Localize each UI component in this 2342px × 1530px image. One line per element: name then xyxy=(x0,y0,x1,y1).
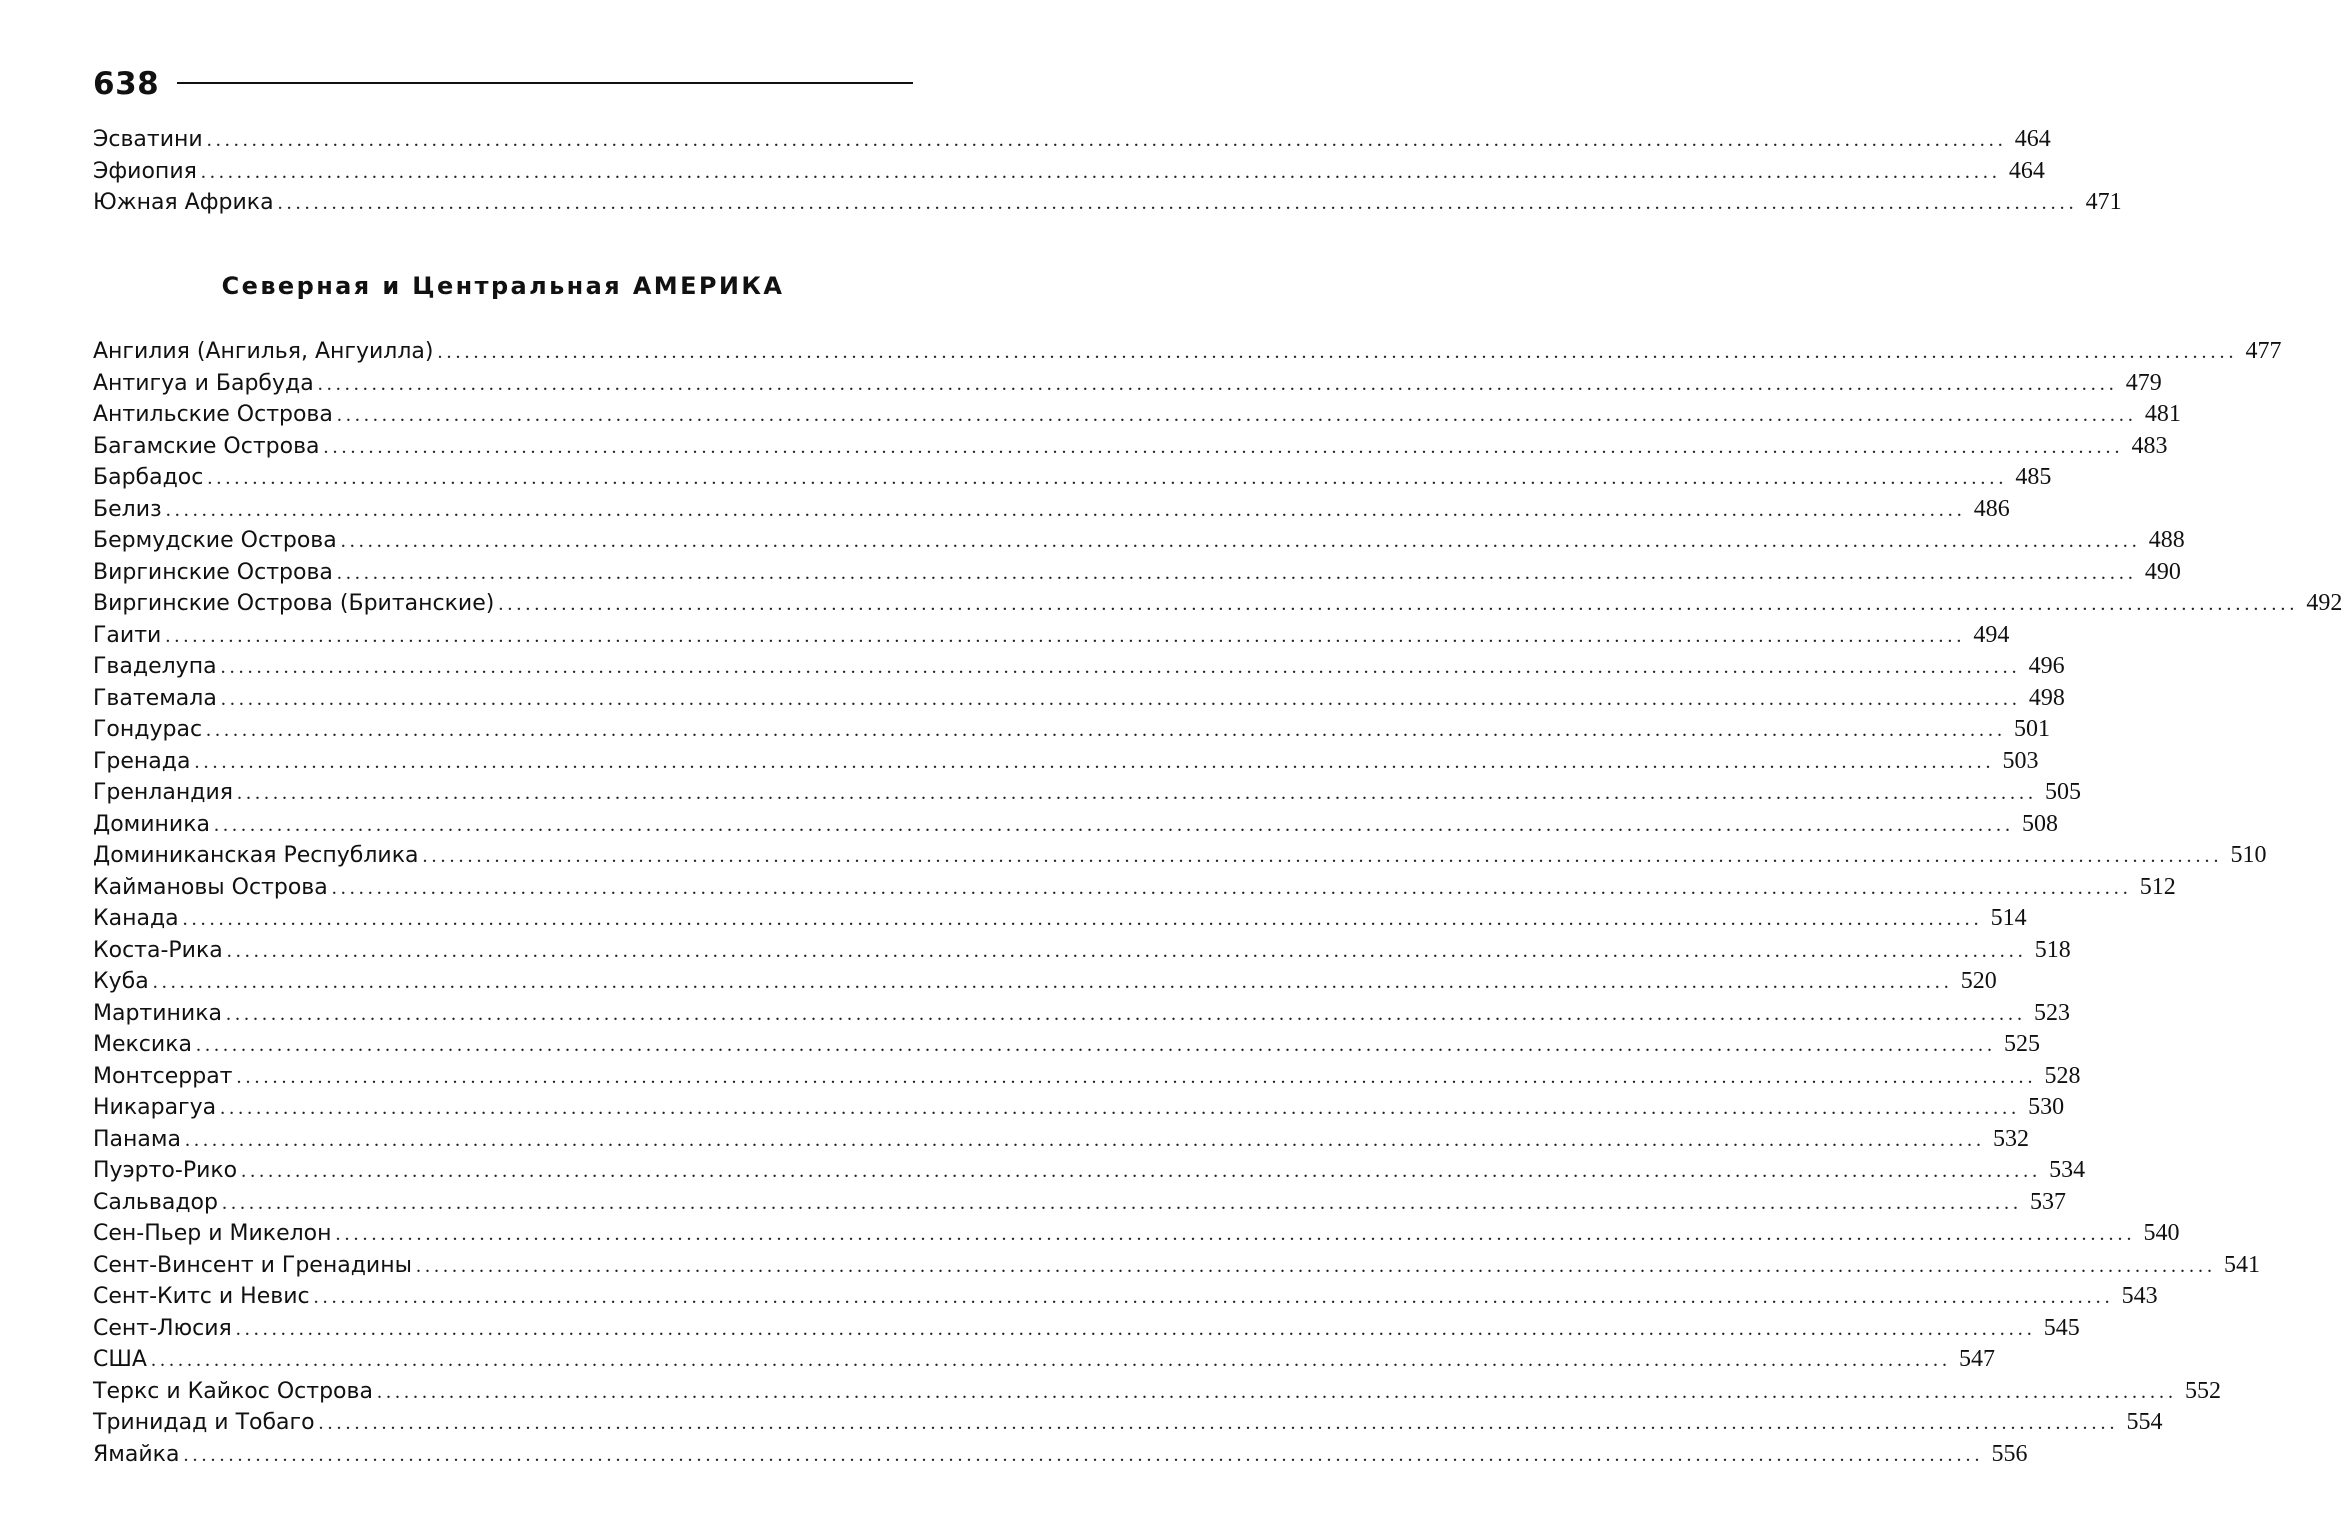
toc-entry-page: 479 xyxy=(2125,369,2162,396)
toc-leader-dots: ........................................................................................................................................................................................................ xyxy=(226,939,2027,962)
toc-leader-dots: ........................................................................................................................................................................................................ xyxy=(336,404,2137,426)
toc-leader-dots: ........................................................................................................................................................................................................ xyxy=(221,1191,2022,1214)
toc-leader-dots: ........................................................................................................................................................................................................ xyxy=(200,160,2001,183)
toc-entry-title: Панама xyxy=(93,1126,181,1152)
toc-entry xyxy=(93,1124,2029,1156)
toc-entry-title: Ямайка xyxy=(93,1441,180,1467)
toc-entry xyxy=(93,1407,2163,1439)
toc-entry-page: 477 xyxy=(2245,338,2282,364)
toc-entry-page: 525 xyxy=(2003,1031,2040,1057)
toc-entry xyxy=(93,588,2342,620)
toc-entry-page: 501 xyxy=(2014,716,2051,742)
toc-leader-dots: ........................................................................................................................................................................................................ xyxy=(150,1349,1951,1371)
toc-entry-title: Мартиника xyxy=(93,1000,222,1026)
toc-entry xyxy=(93,1218,2180,1250)
toc-leader-dots: ........................................................................................................................................................................................................ xyxy=(415,1254,2216,1277)
toc-entry-title: Коста-Рика xyxy=(93,937,223,963)
toc-entry xyxy=(93,525,2185,557)
toc-entry-page: 530 xyxy=(2028,1094,2065,1120)
toc-entry xyxy=(93,431,2168,463)
toc-entry xyxy=(93,368,2162,400)
toc-entry-page: 541 xyxy=(2223,1251,2260,1278)
toc-entry xyxy=(93,714,2051,746)
toc-entry-title: Никарагуа xyxy=(93,1095,217,1120)
toc-entry-title: Гватемала xyxy=(93,685,217,711)
toc-entry-title: Виргинские Острова xyxy=(93,559,333,585)
toc-entry-title: Доминика xyxy=(93,811,210,837)
toc-entry-title: Виргинские Острова (Британские) xyxy=(93,591,495,616)
toc-entry-title: Теркс и Кайкос Острова xyxy=(93,1378,373,1404)
toc-leader-dots: ........................................................................................................................................................................................................ xyxy=(194,750,1995,773)
toc-entry xyxy=(93,966,1997,998)
toc-entry-title: Гренландия xyxy=(93,780,233,805)
toc-entry-title: Мексика xyxy=(93,1032,192,1057)
toc-entry-title: Сент-Китс и Невис xyxy=(93,1284,310,1309)
toc-entry xyxy=(93,399,2181,431)
toc-entry xyxy=(93,620,2010,652)
toc-entry-page: 508 xyxy=(2022,810,2058,837)
toc-leader-dots: ........................................................................................................................................................................................................ xyxy=(277,192,2078,214)
toc-leader-dots: ........................................................................................................................................................................................................ xyxy=(236,782,2037,804)
toc-list-previous-section xyxy=(93,124,2122,219)
toc-leader-dots: ........................................................................................................................................................................................................ xyxy=(207,467,2008,489)
toc-entry xyxy=(93,1187,2066,1219)
toc-leader-dots: ........................................................................................................................................................................................................ xyxy=(220,687,2021,710)
toc-entry xyxy=(93,462,2052,494)
toc-entry-page: 496 xyxy=(2028,653,2065,679)
toc-entry-title: Каймановы Острова xyxy=(93,874,328,900)
toc-leader-dots: ........................................................................................................................................................................................................ xyxy=(184,1128,1985,1151)
toc-entry-title: Бермудские Острова xyxy=(93,528,337,553)
toc-entry xyxy=(93,494,2010,526)
toc-entry-title: Белиз xyxy=(93,496,162,522)
toc-entry-title: Багамские Острова xyxy=(93,433,320,459)
toc-entry xyxy=(93,156,2045,188)
toc-leader-dots: ........................................................................................................................................................................................................ xyxy=(331,876,2132,899)
toc-leader-dots: ........................................................................................................................................................................................................ xyxy=(313,1286,2114,1308)
toc-entry-title: Куба xyxy=(93,969,149,994)
toc-list-america xyxy=(93,336,2342,1470)
toc-entry xyxy=(93,1155,2086,1187)
toc-entry-page: 510 xyxy=(2230,842,2267,868)
toc-leader-dots: ........................................................................................................................................................................................................ xyxy=(220,1097,2021,1119)
toc-entry-page: 492 xyxy=(2306,590,2342,616)
toc-entry-page: 540 xyxy=(2143,1220,2180,1246)
toc-entry xyxy=(93,1376,2221,1408)
toc-entry-title: Барбадос xyxy=(93,465,204,490)
toc-entry xyxy=(93,683,2065,715)
toc-entry-page: 483 xyxy=(2131,432,2168,459)
toc-entry-page: 554 xyxy=(2126,1409,2163,1435)
toc-entry-title: Тринидад и Тобаго xyxy=(93,1410,315,1435)
toc-entry xyxy=(93,935,2071,967)
toc-entry-page: 556 xyxy=(1991,1440,2028,1467)
toc-leader-dots: ........................................................................................................................................................................................................ xyxy=(206,719,2007,741)
toc-entry-title: Южная Африка xyxy=(93,190,274,215)
toc-leader-dots: ........................................................................................................................................................................................................ xyxy=(182,908,1983,930)
toc-entry-page: 512 xyxy=(2139,873,2176,900)
toc-entry-page: 488 xyxy=(2148,527,2185,553)
toc-leader-dots: ........................................................................................................................................................................................................ xyxy=(318,1412,2119,1434)
toc-entry-title: Доминиканская Республика xyxy=(93,843,419,868)
toc-entry-title: Гондурас xyxy=(93,717,203,742)
toc-entry-title: Эфиопия xyxy=(93,158,197,184)
toc-leader-dots: ........................................................................................................................................................................................................ xyxy=(236,1065,2037,1088)
toc-entry xyxy=(93,1313,2080,1345)
toc-entry-page: 490 xyxy=(2144,558,2181,585)
toc-entry xyxy=(93,1092,2065,1124)
toc-leader-dots: ........................................................................................................................................................................................................ xyxy=(422,845,2223,867)
toc-entry-page: 523 xyxy=(2034,999,2070,1026)
toc-entry-page: 498 xyxy=(2028,684,2065,711)
toc-leader-dots: ........................................................................................................................................................................................................ xyxy=(241,1160,2042,1182)
toc-entry-title: Сент-Люсия xyxy=(93,1315,232,1341)
toc-entry-page: 486 xyxy=(1973,495,2010,522)
header-rule xyxy=(177,82,913,84)
page-header xyxy=(93,62,913,106)
toc-entry xyxy=(93,1281,2158,1313)
section-heading: Северная и Центральная АМЕРИКА xyxy=(221,272,785,300)
toc-entry-title: Гваделупа xyxy=(93,654,217,679)
toc-entry xyxy=(93,840,2267,872)
toc-entry xyxy=(93,746,2039,778)
toc-entry xyxy=(93,777,2081,809)
toc-entry-title: Монтсеррат xyxy=(93,1063,233,1089)
toc-entry-page: 534 xyxy=(2049,1157,2086,1183)
toc-entry-title: Антигуа и Барбуда xyxy=(93,370,314,396)
toc-entry-page: 547 xyxy=(1958,1346,1995,1372)
toc-leader-dots: ........................................................................................................................................................................................................ xyxy=(317,372,2118,395)
toc-entry-page: 485 xyxy=(2015,464,2052,490)
toc-entry-title: Гренада xyxy=(93,748,191,774)
toc-entry-page: 464 xyxy=(2014,126,2051,152)
toc-entry-page: 532 xyxy=(1992,1125,2029,1152)
toc-entry-title: Гаити xyxy=(93,622,162,648)
toc-entry-page: 545 xyxy=(2043,1314,2080,1341)
toc-leader-dots: ........................................................................................................................................................................................................ xyxy=(226,1002,2026,1025)
toc-entry-page: 505 xyxy=(2044,779,2081,805)
toc-entry-page: 520 xyxy=(1960,968,1997,994)
toc-leader-dots: ........................................................................................................................................................................................................ xyxy=(165,624,1966,647)
toc-entry xyxy=(93,1250,2260,1282)
toc-leader-dots: ........................................................................................................................................................................................................ xyxy=(335,1223,2136,1245)
toc-entry-page: 494 xyxy=(1973,621,2010,648)
toc-leader-dots: ........................................................................................................................................................................................................ xyxy=(376,1380,2177,1403)
toc-entry-page: 552 xyxy=(2184,1377,2221,1404)
toc-leader-dots: ........................................................................................................................................................................................................ xyxy=(336,561,2137,584)
toc-leader-dots: ........................................................................................................................................................................................................ xyxy=(437,341,2238,363)
toc-entry-title: Сен-Пьер и Микелон xyxy=(93,1221,332,1246)
toc-entry xyxy=(93,1344,1995,1376)
toc-leader-dots: ........................................................................................................................................................................................................ xyxy=(183,1443,1984,1466)
toc-entry-page: 518 xyxy=(2034,936,2071,963)
toc-leader-dots: ........................................................................................................................................................................................................ xyxy=(214,813,2014,836)
toc-leader-dots: ........................................................................................................................................................................................................ xyxy=(165,498,1966,521)
toc-entry-page: 481 xyxy=(2144,401,2181,427)
toc-leader-dots: ........................................................................................................................................................................................................ xyxy=(152,971,1953,993)
toc-entry xyxy=(93,809,2058,841)
toc-entry xyxy=(93,872,2176,904)
toc-entry-title: Сальвадор xyxy=(93,1189,218,1215)
toc-leader-dots: ........................................................................................................................................................................................................ xyxy=(235,1317,2036,1340)
toc-entry-page: 528 xyxy=(2044,1062,2081,1089)
toc-entry-title: Эсватини xyxy=(93,127,203,152)
toc-entry-page: 543 xyxy=(2121,1283,2158,1309)
toc-entry-title: Пуэрто-Рико xyxy=(93,1158,238,1183)
toc-entry-page: 514 xyxy=(1990,905,2027,931)
toc-entry xyxy=(93,1439,2028,1471)
toc-entry xyxy=(93,998,2070,1030)
toc-entry xyxy=(93,1061,2081,1093)
toc-entry xyxy=(93,651,2065,683)
toc-leader-dots: ........................................................................................................................................................................................................ xyxy=(220,656,2021,678)
toc-entry-title: Ангилия (Ангилья, Ангуилла) xyxy=(93,339,434,364)
page-number: 638 xyxy=(93,66,160,102)
toc-leader-dots: ........................................................................................................................................................................................................ xyxy=(206,129,2007,151)
toc-leader-dots: ........................................................................................................................................................................................................ xyxy=(498,593,2299,615)
toc-entry xyxy=(93,557,2181,589)
toc-leader-dots: ........................................................................................................................................................................................................ xyxy=(340,530,2141,552)
toc-entry-page: 537 xyxy=(2029,1188,2066,1215)
toc-entry xyxy=(93,124,2051,156)
toc-entry xyxy=(93,187,2122,219)
toc-entry xyxy=(93,1029,2040,1061)
toc-entry-title: Сент-Винсент и Гренадины xyxy=(93,1252,412,1278)
toc-entry-page: 464 xyxy=(2008,157,2045,184)
toc-entry-title: Канада xyxy=(93,906,179,931)
toc-entry-page: 471 xyxy=(2085,189,2122,215)
toc-entry-page: 503 xyxy=(2002,747,2039,774)
toc-entry xyxy=(93,903,2027,935)
toc-entry-title: Антильские Острова xyxy=(93,402,333,427)
toc-entry xyxy=(93,336,2282,368)
toc-leader-dots: ........................................................................................................................................................................................................ xyxy=(195,1034,1996,1056)
toc-entry-title: США xyxy=(93,1347,147,1372)
toc-leader-dots: ........................................................................................................................................................................................................ xyxy=(323,435,2124,458)
